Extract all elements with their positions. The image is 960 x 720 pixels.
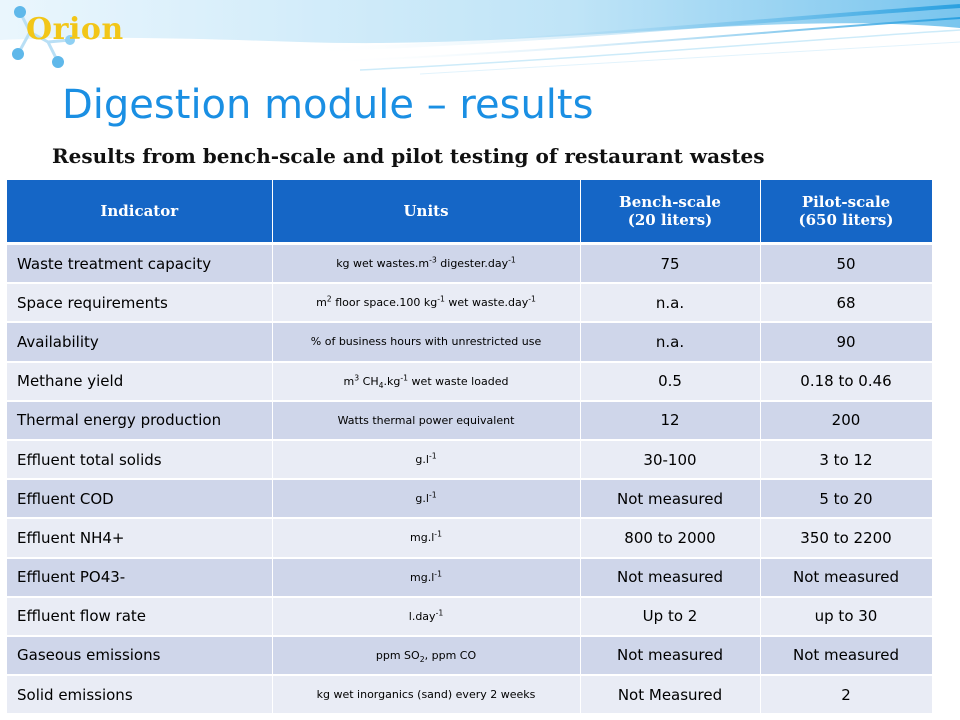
page-title: Digestion module – results	[62, 82, 594, 128]
table-row	[7, 518, 932, 557]
units-cell: l.day$^{-1}$	[272, 597, 580, 636]
pilot-header-line2: (650 liters)	[798, 211, 894, 229]
table-row	[7, 401, 932, 440]
units-cell: $m^2$ floor space.100 $kg^{-1}$ wet waste.day$^{-1}$	[272, 283, 580, 322]
table-row	[7, 362, 932, 401]
units-cell: $g.l^{-1}$	[272, 479, 580, 518]
bench-value-cell: Not measured	[580, 558, 760, 597]
pilot-value-cell: up to 30	[760, 597, 932, 636]
table-row	[7, 244, 932, 284]
indicator-cell: Availability	[7, 322, 272, 361]
units-cell: Watts thermal power equivalent	[272, 401, 580, 440]
units-cell: $g.l^{-1}$	[272, 440, 580, 479]
pilot-value-cell: Not measured	[760, 636, 932, 675]
table-row	[7, 675, 932, 714]
pilot-value-cell: 5 to 20	[760, 479, 932, 518]
bench-value-cell: 30-100	[580, 440, 760, 479]
units-cell: $m^3$ $CH_4.kg^{-1}$ wet waste loaded	[272, 362, 580, 401]
bench-value-cell: n.a.	[580, 283, 760, 322]
pilot-value-cell: 90	[760, 322, 932, 361]
table-row	[7, 558, 932, 597]
column-header-indicator: Indicator	[7, 180, 272, 244]
pilot-value-cell: 68	[760, 283, 932, 322]
indicator-cell: Effluent flow rate	[7, 597, 272, 636]
indicator-cell: Effluent NH4+	[7, 518, 272, 557]
pilot-header-line1: Pilot-scale	[801, 193, 891, 211]
units-cell: % of business hours with unrestricted use	[272, 322, 580, 361]
bench-value-cell: Not measured	[580, 636, 760, 675]
results-table	[7, 180, 933, 715]
orion-logo	[8, 2, 148, 72]
bench-header-line2: (20 liters)	[627, 211, 713, 229]
bench-value-cell: 800 to 2000	[580, 518, 760, 557]
indicator-cell: Gaseous emissions	[7, 636, 272, 675]
table-row	[7, 283, 932, 322]
table-row	[7, 636, 932, 675]
column-header-units: Units	[272, 180, 580, 244]
pilot-value-cell: 200	[760, 401, 932, 440]
pilot-value-cell: 0.18 to 0.46	[760, 362, 932, 401]
bench-value-cell: n.a.	[580, 322, 760, 361]
bench-value-cell: 12	[580, 401, 760, 440]
indicator-cell: Effluent total solids	[7, 440, 272, 479]
indicator-cell: Thermal energy production	[7, 401, 272, 440]
table-header-row	[7, 180, 932, 244]
units-cell: kg wet $wastes.m^{-3}$ digester.day$^{-1}$	[272, 244, 580, 284]
column-header-pilot-scale	[760, 180, 932, 244]
bench-value-cell: Not measured	[580, 479, 760, 518]
bench-header-line1: Bench-scale	[619, 193, 721, 211]
units-cell: $mg.l^{-1}$	[272, 518, 580, 557]
indicator-cell: Effluent PO43-	[7, 558, 272, 597]
units-cell: kg wet inorganics (sand) every 2 weeks	[272, 675, 580, 714]
pilot-value-cell: 2	[760, 675, 932, 714]
indicator-cell: Space requirements	[7, 283, 272, 322]
logo-text: Orion	[26, 12, 124, 47]
bench-value-cell: Up to 2	[580, 597, 760, 636]
pilot-value-cell: 350 to 2200	[760, 518, 932, 557]
pilot-value-cell: Not measured	[760, 558, 932, 597]
units-cell: ppm $SO_2$, ppm CO	[272, 636, 580, 675]
bench-value-cell: 75	[580, 244, 760, 284]
units-cell: $mg.l^{-1}$	[272, 558, 580, 597]
bench-value-cell: 0.5	[580, 362, 760, 401]
table-row	[7, 440, 932, 479]
table-row	[7, 479, 932, 518]
column-header-bench-scale	[580, 180, 760, 244]
table-row	[7, 597, 932, 636]
pilot-value-cell: 50	[760, 244, 932, 284]
indicator-cell: Waste treatment capacity	[7, 244, 272, 284]
indicator-cell: Methane yield	[7, 362, 272, 401]
indicator-cell: Effluent COD	[7, 479, 272, 518]
page-subtitle: Results from bench-scale and pilot testing of restaurant wastes	[52, 144, 765, 168]
pilot-value-cell: 3 to 12	[760, 440, 932, 479]
table-row	[7, 322, 932, 361]
indicator-cell: Solid emissions	[7, 675, 272, 714]
bench-value-cell: Not Measured	[580, 675, 760, 714]
